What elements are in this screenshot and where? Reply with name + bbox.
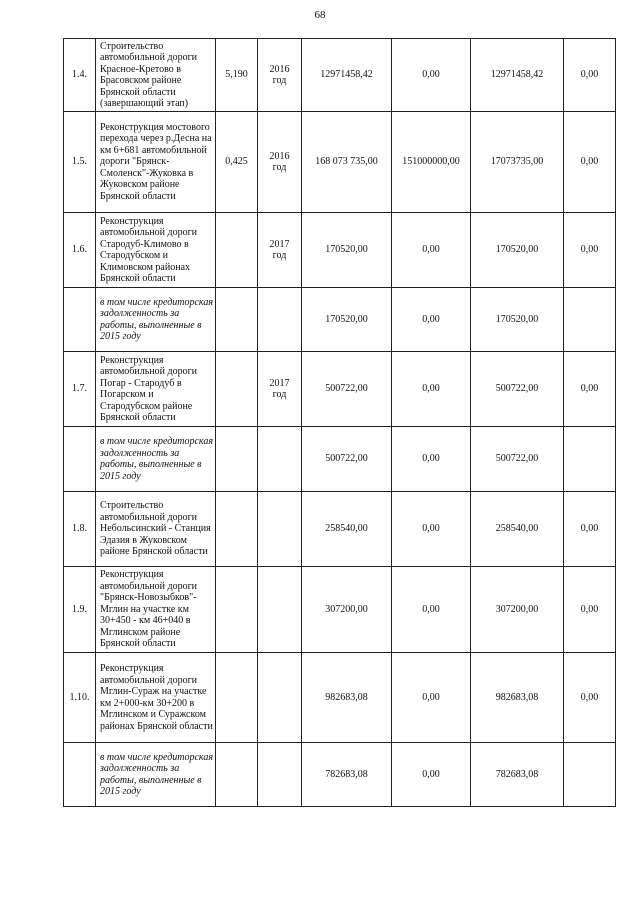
federal-amount-cell: 0,00 [392, 352, 471, 427]
federal-amount-cell: 0,00 [392, 743, 471, 807]
municipal-amount-cell: 0,00 [564, 653, 616, 743]
regional-amount-cell: 500722,00 [471, 352, 564, 427]
year-cell [258, 213, 302, 288]
year-unit: год [272, 389, 287, 400]
row-number-cell [64, 288, 96, 352]
length-cell: 0,425 [216, 112, 258, 213]
row-number-cell: 1.4. [64, 39, 96, 112]
table-subrow-debt [64, 288, 616, 352]
length-cell [216, 492, 258, 567]
year-cell [258, 352, 302, 427]
federal-amount-cell: 0,00 [392, 653, 471, 743]
road-name-cell: Строительство автомобильной дороги Красное-Кретово в Брасовском районе Брянской области (завершающий этап) [96, 39, 216, 112]
total-amount-cell: 982683,08 [302, 653, 392, 743]
federal-amount-cell: 0,00 [392, 288, 471, 352]
regional-amount-cell: 782683,08 [471, 743, 564, 807]
year-cell [258, 288, 302, 352]
table-row [64, 567, 616, 653]
table-row [64, 39, 616, 112]
regional-amount-cell: 982683,08 [471, 653, 564, 743]
row-number-cell: 1.7. [64, 352, 96, 427]
municipal-amount-cell: 0,00 [564, 492, 616, 567]
year-cell [258, 653, 302, 743]
total-amount-cell: 500722,00 [302, 427, 392, 492]
row-number-cell [64, 427, 96, 492]
federal-amount-cell: 0,00 [392, 213, 471, 288]
road-name-cell: Реконструкция автомобильной дороги Погар - Стародуб в Погарском и Стародубском районе Брянской области [96, 352, 216, 427]
road-name-cell: в том числе кредиторская задолженность за работы, выполненные в 2015 году [96, 427, 216, 492]
table-row [64, 112, 616, 213]
total-amount-cell: 500722,00 [302, 352, 392, 427]
year-value: 2017 [269, 238, 290, 250]
total-amount-cell: 170520,00 [302, 213, 392, 288]
length-cell [216, 288, 258, 352]
row-number-cell: 1.9. [64, 567, 96, 653]
year-cell [258, 39, 302, 112]
row-number-cell: 1.10. [64, 653, 96, 743]
year-cell [258, 567, 302, 653]
row-number-cell [64, 743, 96, 807]
regional-amount-cell: 258540,00 [471, 492, 564, 567]
municipal-amount-cell: 0,00 [564, 213, 616, 288]
table-row [64, 213, 616, 288]
total-amount-cell: 258540,00 [302, 492, 392, 567]
year-value: 2017 [269, 377, 290, 389]
table-row [64, 352, 616, 427]
total-amount-cell: 170520,00 [302, 288, 392, 352]
regional-amount-cell: 12971458,42 [471, 39, 564, 112]
regional-amount-cell: 307200,00 [471, 567, 564, 653]
year-unit: год [272, 75, 287, 86]
row-number-cell: 1.6. [64, 213, 96, 288]
federal-amount-cell: 0,00 [392, 39, 471, 112]
regional-amount-cell: 500722,00 [471, 427, 564, 492]
federal-amount-cell: 0,00 [392, 427, 471, 492]
road-name-cell: Реконструкция автомобильной дороги "Брянск-Новозыбков"-Мглин на участке км 30+450 - км 46+040 в Мглинском районе Брянской области [96, 567, 216, 653]
road-name-cell: Строительство автомобильной дороги Небольсинский - Станция Эдазия в Жуковском районе Брянской области [96, 492, 216, 567]
year-unit: год [272, 162, 287, 173]
road-name-cell: Реконструкция автомобильной дороги Стародуб-Климово в Стародубском и Климовском районах Брянской области [96, 213, 216, 288]
length-cell [216, 213, 258, 288]
year-cell [258, 112, 302, 213]
year-cell [258, 492, 302, 567]
year-unit: год [272, 250, 287, 261]
length-cell [216, 427, 258, 492]
municipal-amount-cell: 0,00 [564, 567, 616, 653]
length-cell: 5,190 [216, 39, 258, 112]
municipal-amount-cell [564, 288, 616, 352]
road-name-cell: в том числе кредиторская задолженность за работы, выполненные в 2015 году [96, 288, 216, 352]
year-value: 2016 [269, 63, 290, 75]
table-subrow-debt [64, 743, 616, 807]
total-amount-cell: 782683,08 [302, 743, 392, 807]
year-value: 2016 [269, 150, 290, 162]
municipal-amount-cell: 0,00 [564, 352, 616, 427]
row-number-cell: 1.8. [64, 492, 96, 567]
construction-table [63, 38, 616, 807]
page-number: 68 [314, 9, 326, 21]
road-name-cell: в том числе кредиторская задолженность за работы, выполненные в 2015 году [96, 743, 216, 807]
total-amount-cell: 307200,00 [302, 567, 392, 653]
federal-amount-cell: 0,00 [392, 492, 471, 567]
table-row [64, 653, 616, 743]
year-cell [258, 743, 302, 807]
total-amount-cell: 12971458,42 [302, 39, 392, 112]
length-cell [216, 567, 258, 653]
regional-amount-cell: 17073735,00 [471, 112, 564, 213]
municipal-amount-cell [564, 427, 616, 492]
total-amount-cell: 168 073 735,00 [302, 112, 392, 213]
municipal-amount-cell [564, 743, 616, 807]
year-cell [258, 427, 302, 492]
row-number-cell: 1.5. [64, 112, 96, 213]
municipal-amount-cell: 0,00 [564, 112, 616, 213]
road-name-cell: Реконструкция автомобильной дороги Мглин-Сураж на участке км 2+000-км 30+200 в Мглинском и Суражском районах Брянской области [96, 653, 216, 743]
table-row [64, 492, 616, 567]
municipal-amount-cell: 0,00 [564, 39, 616, 112]
regional-amount-cell: 170520,00 [471, 288, 564, 352]
length-cell [216, 653, 258, 743]
federal-amount-cell: 151000000,00 [392, 112, 471, 213]
length-cell [216, 352, 258, 427]
table-body [64, 39, 616, 807]
regional-amount-cell: 170520,00 [471, 213, 564, 288]
length-cell [216, 743, 258, 807]
federal-amount-cell: 0,00 [392, 567, 471, 653]
table-subrow-debt [64, 427, 616, 492]
road-name-cell: Реконструкция мостового перехода через р.Десна на км 6+681 автомобильной дороги "Брянск-Смоленск"-Жуковка в Жуковском районе Брянской области [96, 112, 216, 213]
